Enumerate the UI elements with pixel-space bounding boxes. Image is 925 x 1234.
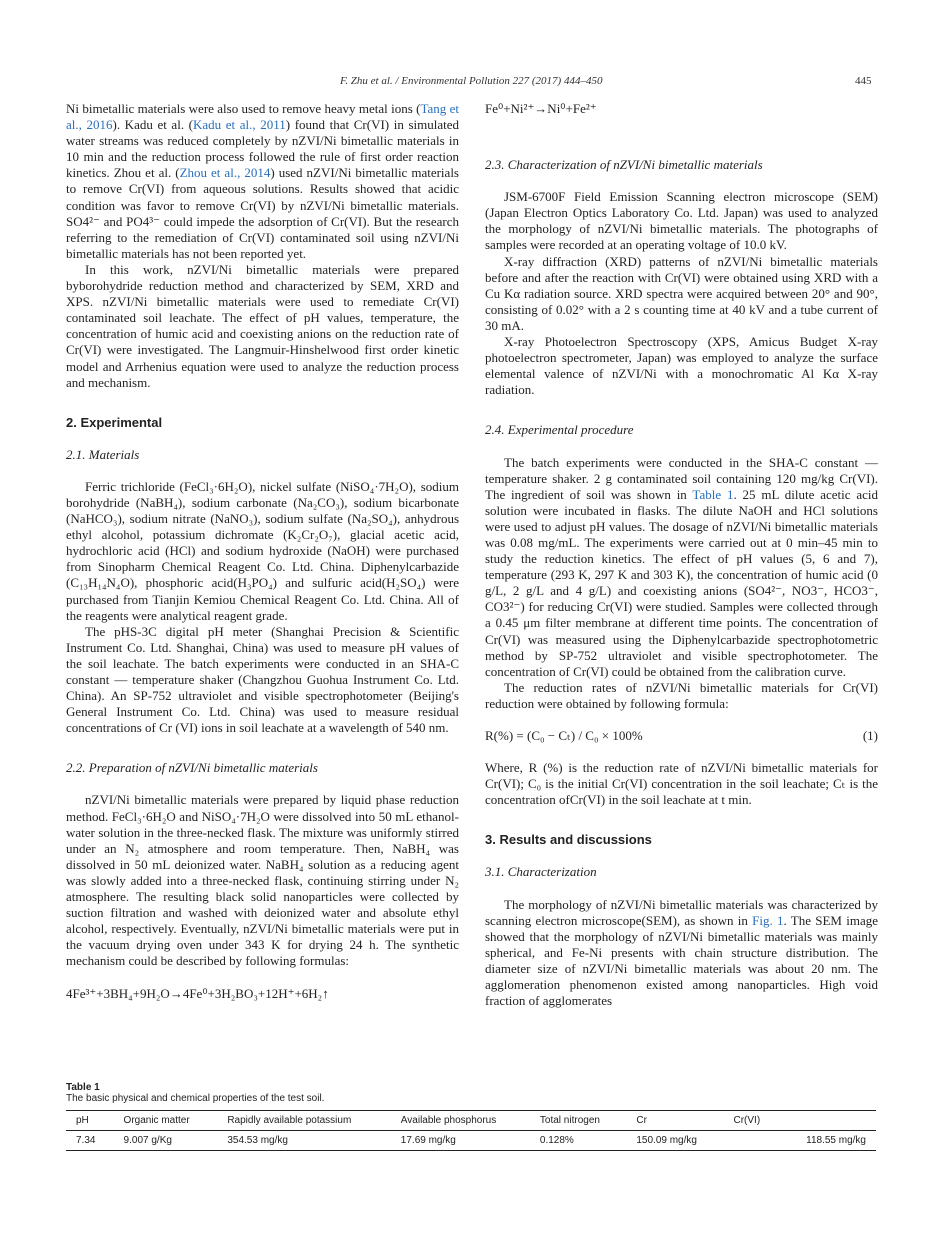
section-heading-experimental: 2. Experimental	[66, 414, 163, 430]
materials-paragraph-2: The pHS-3C digital pH meter (Shanghai Precision & Scientific Instrument Co. Ltd. Shanghai, China) was used to measure pH values of the soil leachate. The batch experiments were conducted in an SHA-C constant — temperature shaker (Changzhou Guohua Instrument Co. Ltd. China). An SP-752 ultraviolet and visible spectrophotometer (Beijing's General Instrument Co. Ltd. China) was used to measure residual concentrations of Cr (VI) ions in soil leachate at a wavelength of 540 nm.	[66, 623, 459, 736]
table-cell: 118.55 mg/kg	[806, 1135, 866, 1146]
equation-number: (1)	[862, 728, 878, 743]
table-header-row	[66, 1111, 876, 1131]
soil-properties-table	[66, 1110, 876, 1151]
table-cell: 9.007 g/Kg	[123, 1135, 172, 1146]
running-header: F. Zhu et al. / Environmental Pollution 227 (2017) 444–450	[340, 75, 603, 87]
left-column	[66, 101, 459, 1002]
table-cell: 7.34	[76, 1135, 96, 1146]
subsection-heading-results-characterization: 3.1. Characterization	[485, 864, 597, 880]
subsection-heading-preparation: 2.2. Preparation of nZVI/Ni bimetallic materials	[66, 760, 318, 776]
procedure-paragraph-3: Where, R (%) is the reduction rate of nZVI/Ni bimetallic materials for Cr(VI); C₀ is the initial Cr(VI) concentration in the soil leachate; Cₜ is the concentration ofCr(VI) in the soil leachate at t min.	[485, 760, 878, 808]
table-header-cell: Cr(VI)	[723, 1111, 779, 1131]
table-header-cell: Available phosphorus	[391, 1111, 530, 1131]
table-header-cell: Organic matter	[114, 1111, 218, 1131]
results-paragraph-1: The morphology of nZVI/Ni bimetallic materials was characterized by scanning electron microscope(SEM), as shown in Fig. 1. The SEM image showed that the morphology of nZVI/Ni bimetallic materials was mainly spherical, and Fe-Ni presents with chain structure distribution. The diameter size of nZVI/Ni bimetallic materials was about 20 nm. The agglomeration phenomenon existed among nanoparticles. High void fraction of agglomerates	[485, 896, 878, 1009]
procedure-paragraph-2: The reduction rates of nZVI/Ni bimetallic materials for Cr(VI) reduction were obtained by following formula:	[485, 679, 878, 711]
table-header-cell: Cr	[626, 1111, 723, 1131]
table-header-cell: pH	[66, 1111, 114, 1131]
table-link[interactable]: Table 1	[692, 486, 734, 502]
table-cell	[723, 1131, 779, 1151]
page-number: 445	[855, 75, 872, 87]
characterization-paragraph-xps: X-ray Photoelectron Spectroscopy (XPS, Amicus Budget X-ray photoelectron spectrometer, Japan) was employed to analyze the surface elemental valence of nZVI/Ni with a monochromatic Al Kα X-ray radiation.	[485, 334, 878, 398]
procedure-paragraph-1: The batch experiments were conducted in the SHA-C constant — temperature shaker. 2 g contaminated soil containing 120 mg/kg Cr(VI). The ingredient of soil was shown in Table 1. 25 mL dilute acetic acid solution were incubated in flasks. The dilute NaOH and HCl solutions were used to adjust pH values. The dosage of nZVI/Ni bimetallic materials was 0.08 mg/mL. The experiments were carried out at 0 min–45 min to study the reduction kinetics. The effect of pH values (5, 6 and 7), temperature (293 K, 297 K and 303 K), the concentration of humic acid (0 g/L, 2 g/L and 4 g/L) and coexisting anions (SO4²⁻, NO3⁻, HCO3⁻, CO3²⁻) for reducing Cr(VI) were studied. Samples were collected through a 0.45 μm filter membrane at different time points. The concentration of Cr(VI) was measured using the Diphenylcarbazide spectrophotometric method by SP-752 ultraviolet and visible spectrophotometer. The concentration of Cr(VI) could be obtained from the calibration curve.	[485, 454, 879, 679]
subsection-heading-procedure: 2.4. Experimental procedure	[485, 422, 634, 438]
equation-fe-reduction: 4Fe³⁺+3BH₄+9H₂O→4Fe⁰+3H₂BO₃+12H⁺+6H₂↑	[66, 985, 329, 1001]
subsection-heading-materials: 2.1. Materials	[66, 446, 140, 462]
table-row	[66, 1131, 876, 1151]
figure-link[interactable]: Fig. 1	[752, 912, 784, 928]
table-header-cell	[780, 1111, 876, 1131]
equation-1-body: R(%) = (C₀ − Cₜ) / C₀ × 100%	[485, 728, 643, 743]
citation-link-tang[interactable]: Tang et al., 2016	[66, 101, 459, 133]
table-cell: 0.128%	[539, 1135, 574, 1146]
preparation-paragraph: nZVI/Ni bimetallic materials were prepared by liquid phase reduction method. FeCl₃·6H₂O and NiSO₄·7H₂O were dissolved into 50 mL ethanol-water solution in the three-necked flask. The mixture was uniformly stirred under an N₂ atmosphere and room temperature. Then, NaBH₄ was dissolved in 50 mL deionized water. NaBH₄ solution as a reducing agent was slowly added into a three-necked flask, continuing stirring under N₂ atmosphere. The resulting black solid nanoparticles were collected by suction filtration and washed with deionized water and absolute ethyl alcohol, respectively. Eventually, nZVI/Ni bimetallic materials were put in the vacuum drying oven under 343 K for drying 24 h. The synthetic mechanism could be described by following formulas:	[66, 792, 459, 969]
table-header-cell: Rapidly available potassium	[217, 1111, 390, 1131]
table-cell: 354.53 mg/kg	[227, 1135, 288, 1146]
table-caption: The basic physical and chemical properties of the test soil.	[66, 1093, 325, 1104]
subsection-heading-characterization: 2.3. Characterization of nZVI/Ni bimetallic materials	[485, 157, 763, 173]
section-heading-results: 3. Results and discussions	[485, 832, 652, 848]
table-cell: 150.09 mg/kg	[636, 1135, 697, 1146]
intro-paragraph-2: In this work, nZVI/Ni bimetallic materials were prepared byborohydride reduction method and characterized by SEM, XRD and XPS. nZVI/Ni bimetallic materials were used to remediate Cr(VI) contaminated soil leachate. The effect of pH values, temperature, the concentration of humic acid and coexisting anions on the reduction rate of Cr(VI) were investigated. The Langmuir-Hinshelwood first order kinetic model and Arrhenius equation were used to analyze the reduction process and mechanism.	[66, 261, 459, 390]
intro-paragraph-1: Ni bimetallic materials were also used to remove heavy metal ions (Tang et al., 2016). Kadu et al. (Kadu et al., 2011) found that Cr(VI) in simulated water streams was reduced completely by nZVI/Ni bimetallic materials in 10 min and the reduction process followed the rule of first order reaction kinetics. Zhou et al. (Zhou et al., 2014) used nZVI/Ni bimetallic materials to remove Cr(VI) from aqueous solutions. Results showed that acidic condition was favor to remove Cr(VI) by nZVI/Ni bimetallic materials. SO4²⁻ and PO4³⁻ could impede the adsorption of Cr(VI). But the research referring to the remediation of Cr(VI) contaminated soil using nZVI/Ni bimetallic materials has not been reported yet.	[66, 101, 459, 261]
right-column	[485, 101, 878, 1009]
citation-link-zhou[interactable]: Zhou et al., 2014	[179, 165, 271, 181]
equation-ni-displacement: Fe⁰+Ni²⁺→Ni⁰+Fe²⁺	[485, 101, 597, 116]
characterization-paragraph-xrd: X-ray diffraction (XRD) patterns of nZVI/Ni bimetallic materials before and after the reaction with Cr(VI) were obtained using XRD with a Cu Kα radiation source. XRD spectra were acquired between 20° and 90°, consisting of 0.02° with a 2 s counting time at 40 kV and a tube current of 30 mA.	[485, 253, 878, 333]
equation-1	[485, 728, 878, 744]
table-1	[66, 1082, 876, 1151]
table-header-cell: Total nitrogen	[530, 1111, 626, 1131]
characterization-paragraph-sem: JSM-6700F Field Emission Scanning electron microscope (SEM) (Japan Electron Optics Laboratory Co. Ltd. Japan) was used to analyzed the morphology of nZVI/Ni bimetallic materials. The photographs of samples were recorded at an operating voltage of 10.0 kV.	[485, 189, 878, 253]
materials-paragraph-1: Ferric trichloride (FeCl₃·6H₂O), nickel sulfate (NiSO₄·7H₂O), sodium borohydride (NaBH₄), sodium carbonate (Na₂CO₃), sodium bicarbonate (NaHCO₃), sodium nitrate (NaNO₃), sodium sulfate (Na₂SO₄), anhydrous ethyl alcohol, potassium dichromate (K₂Cr₂O₇), glacial acetic acid, hydrochloric acid (HCl) and sodium hydroxide (NaOH) were purchased from Sinopharm Chemical Reagent Co. Ltd. China. Diphenylcarbazide (C₁₃H₁₄N₄O), phosphoric acid(H₃PO₄) and sulfuric acid(H₂SO₄) were purchased from Tianjin Kemiou Chemical Reagent Co. Ltd. China. All of the reagents were analytical reagent grade.	[66, 478, 459, 623]
table-cell: 17.69 mg/kg	[400, 1135, 456, 1146]
citation-link-kadu[interactable]: Kadu et al., 2011	[193, 117, 286, 133]
table-title: Table 1	[66, 1082, 100, 1093]
